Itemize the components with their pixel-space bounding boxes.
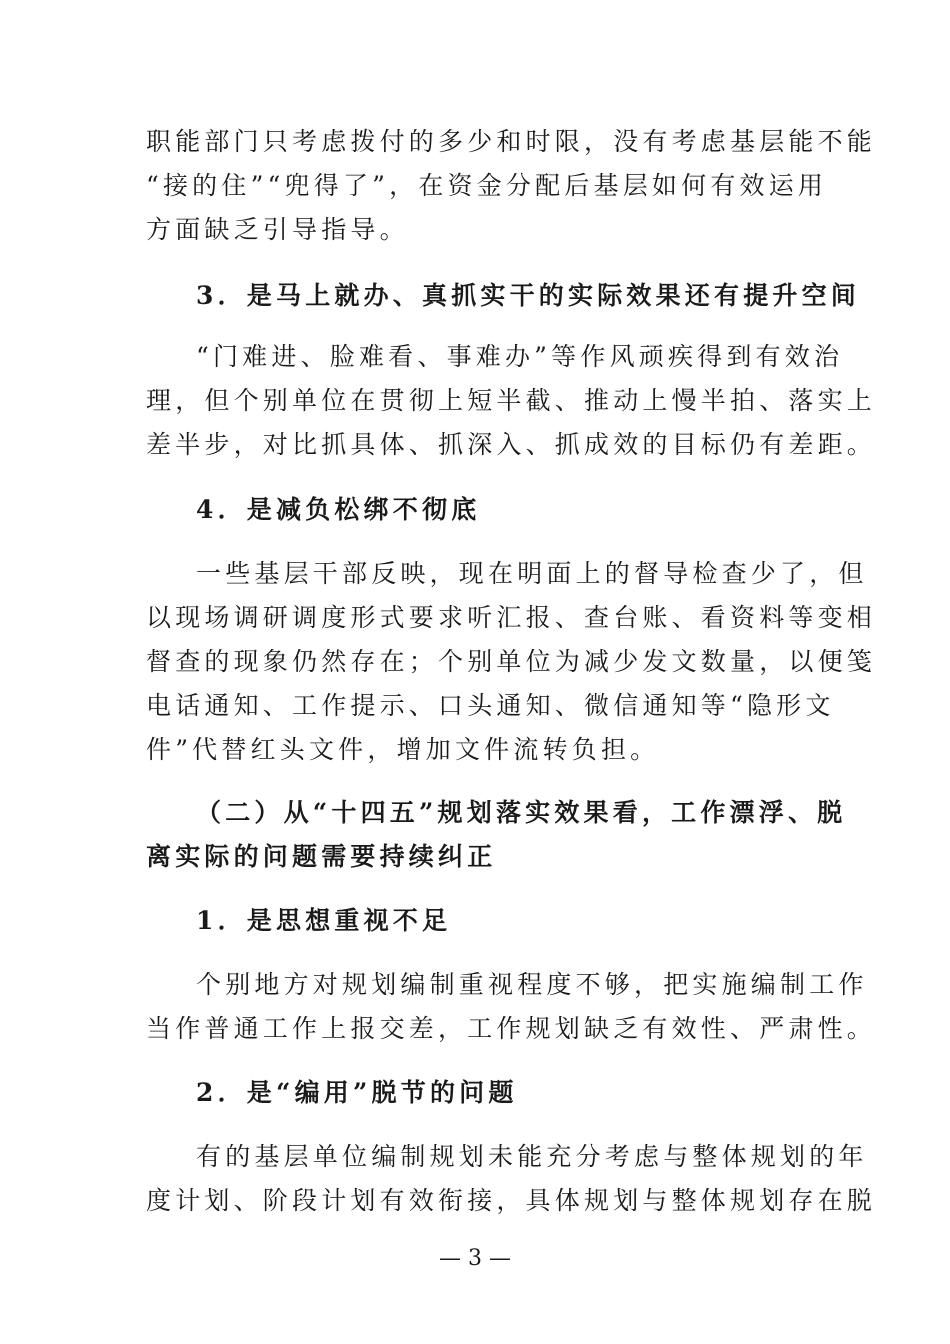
body-line: 督查的现象仍然存在；个别单位为减少发文数量，以便笺 bbox=[146, 647, 877, 676]
subheading: 4．是减负松绑不彻底 bbox=[196, 495, 481, 524]
subheading: 3．是马上就办、真抓实干的实际效果还有提升空间 bbox=[196, 281, 860, 310]
body-line: 方面缺乏引导指导。 bbox=[146, 215, 409, 244]
page-number: — 3 — bbox=[439, 1246, 511, 1271]
body-line: 度计划、阶段计划有效衔接，具体规划与整体规划存在脱 bbox=[146, 1186, 877, 1215]
body-line: “接的住”“兜得了”，在资金分配后基层如何有效运用 bbox=[146, 171, 828, 200]
body-line: 一些基层干部反映，现在明面上的督导检查少了，但 bbox=[196, 559, 868, 588]
subheading: 2．是“编用”脱节的问题 bbox=[196, 1078, 518, 1107]
body-line: 个别地方对规划编制重视程度不够，把实施编制工作 bbox=[196, 970, 868, 999]
body-line: 差半步，对比抓具体、抓深入、抓成效的目标仍有差距。 bbox=[146, 430, 877, 459]
section-heading: （二）从“十四五”规划落实效果看，工作漂浮、脱 bbox=[196, 798, 847, 827]
body-line: 件”代替红头文件，增加文件流转负担。 bbox=[146, 735, 660, 764]
body-line: 当作普通工作上报交差，工作规划缺乏有效性、严肃性。 bbox=[146, 1014, 877, 1043]
section-heading: 离实际的问题需要持续纠正 bbox=[146, 842, 497, 871]
subheading: 1．是思想重视不足 bbox=[196, 906, 452, 935]
body-line: 理，但个别单位在贯彻上短半截、推动上慢半拍、落实上 bbox=[146, 386, 877, 415]
body-line: 有的基层单位编制规划未能充分考虑与整体规划的年 bbox=[196, 1142, 868, 1171]
body-line: “门难进、脸难看、事难办”等作风顽疾得到有效治 bbox=[196, 342, 844, 371]
body-line: 职能部门只考虑拨付的多少和时限，没有考虑基层能不能 bbox=[146, 127, 877, 156]
body-line: 以现场调研调度形式要求听汇报、查台账、看资料等变相 bbox=[146, 603, 877, 632]
body-line: 电话通知、工作提示、口头通知、微信通知等“隐形文 bbox=[146, 691, 835, 720]
